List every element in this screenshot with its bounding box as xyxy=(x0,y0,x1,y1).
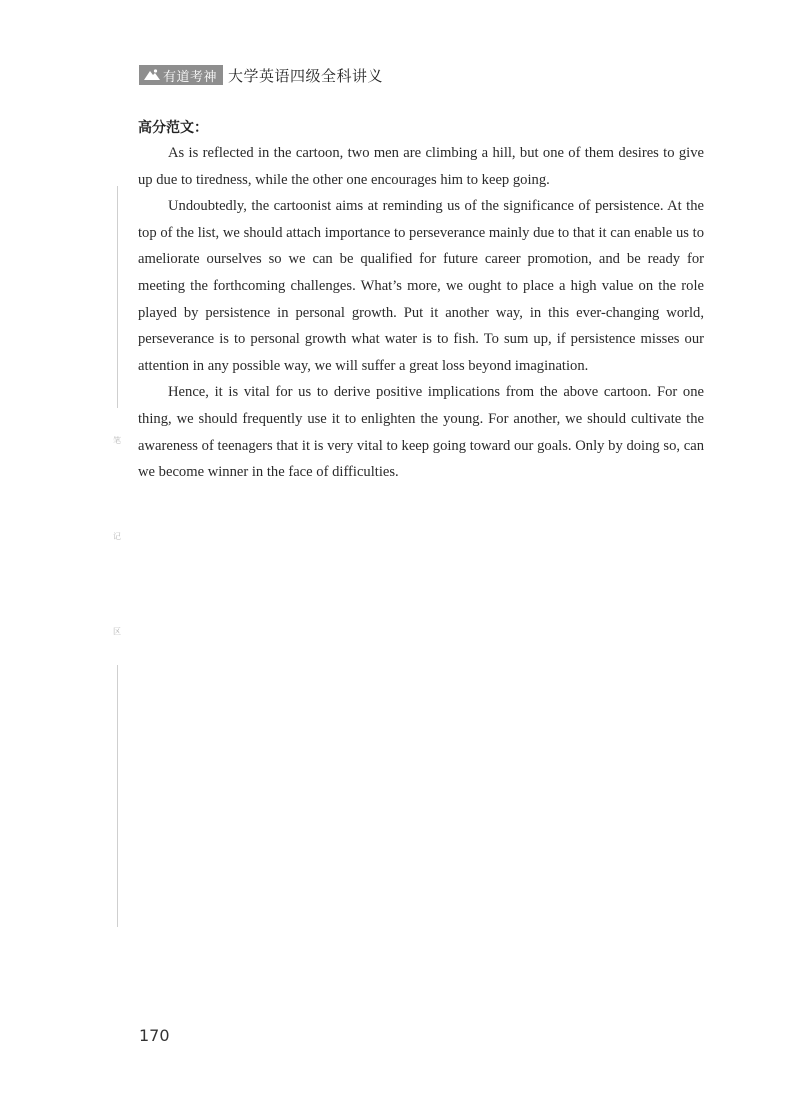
margin-note-char-2: 记 xyxy=(113,532,121,541)
essay-paragraph-1: As is reflected in the cartoon, two men are climbing a hill, but one of them desires to give up due to tiredness, while the other one encourages him to keep going. xyxy=(138,145,704,188)
margin-note-char-3: 区 xyxy=(113,627,121,636)
brand-badge xyxy=(139,65,223,85)
margin-rule-bottom xyxy=(117,665,118,927)
book-title: 大学英语四级全科讲义 xyxy=(228,66,384,85)
margin-note-char-1: 笔 xyxy=(113,436,121,445)
page-number: 170 xyxy=(139,1026,170,1045)
margin-rule-top xyxy=(117,186,118,408)
essay-paragraph-3: Hence, it is vital for us to derive positive implications from the above cartoon. For one thing, we should frequently use it to enlighten the young. For another, we should cultivate the awareness of teenagers that it is very vital to keep going toward our goals. Only by doing so, can we become winner in the face of difficulties. xyxy=(138,384,704,481)
essay-body xyxy=(138,140,704,486)
brand-name: 有道考神 xyxy=(163,69,218,85)
brand-logo-icon xyxy=(143,68,161,82)
section-heading: 高分范文： xyxy=(138,120,208,136)
page-header xyxy=(139,64,383,86)
essay-paragraph-2: Undoubtedly, the cartoonist aims at reminding us of the significance of persistence. At the top of the list, we should attach importance to perseverance mainly due to that it can enable us to ameliorate ourselves so we can be qualified for future career promotion, and be ready for meeting the forthcoming challenges. What’s more, we ought to place a high value on the role played by persistence in personal growth. Put it another way, in this ever-changing world, perseverance is to personal growth what water is to fish. To sum up, if persistence misses our attention in any possible way, we will suffer a great loss beyond imagination. xyxy=(138,198,704,374)
